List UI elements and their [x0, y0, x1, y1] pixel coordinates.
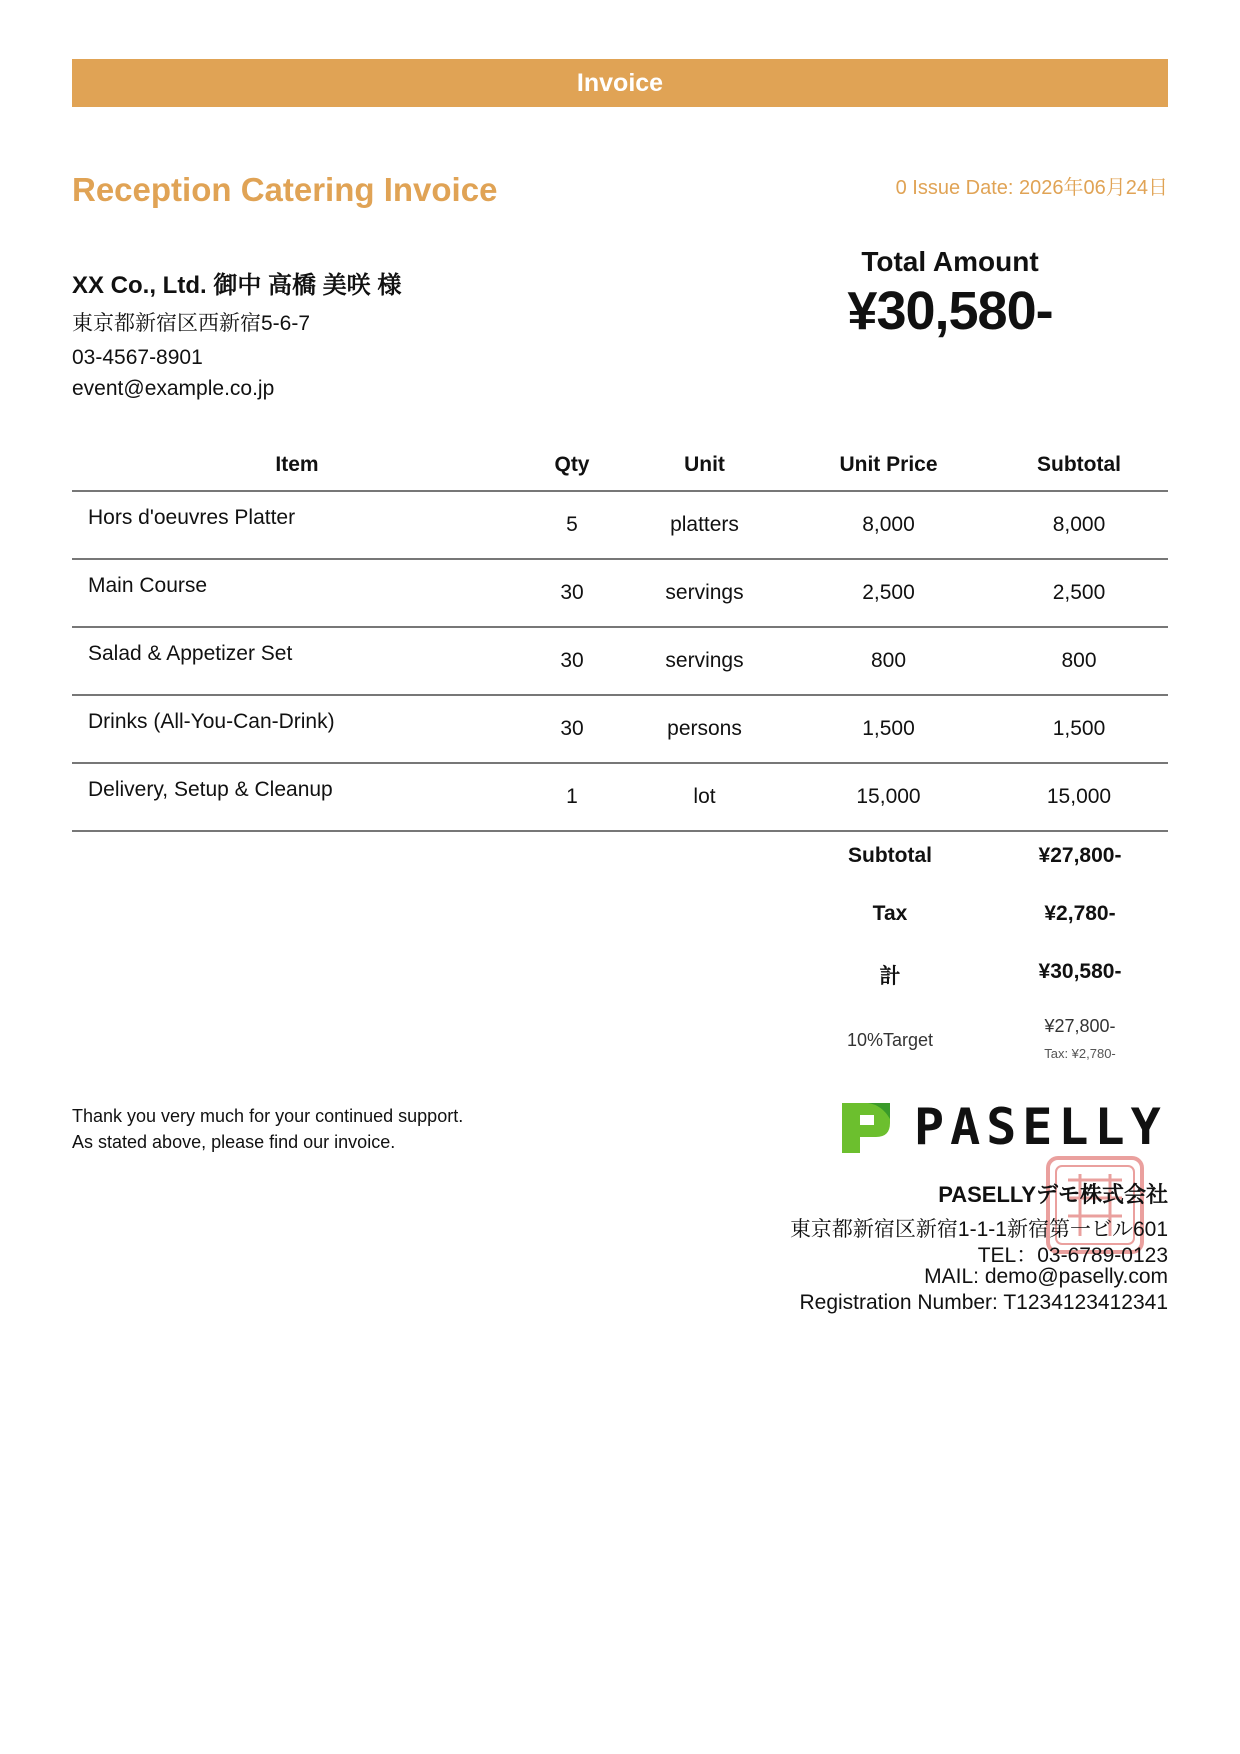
cell-unit: persons — [622, 695, 787, 763]
table-row — [72, 491, 1168, 559]
total-amount-value: ¥30,580- — [847, 281, 1053, 341]
cell-unit: servings — [622, 559, 787, 627]
cell-qty: 1 — [522, 763, 622, 831]
summary-total-label: 計 — [879, 965, 901, 988]
leaf-logo-icon — [838, 1097, 894, 1157]
cell-unit-price: 15,000 — [787, 763, 990, 831]
issuer-mail: MAIL: demo@paselly.com — [924, 1265, 1168, 1288]
client-phone: 03-4567-8901 — [72, 346, 203, 369]
cell-unit: platters — [622, 491, 787, 559]
summary-subtotal-value: ¥27,800- — [1038, 844, 1122, 867]
cell-item: Drinks (All-You-Can-Drink) — [72, 695, 522, 763]
header-unit-price: Unit Price — [787, 440, 990, 491]
cell-item: Delivery, Setup & Cleanup — [72, 763, 522, 831]
total-amount-label: Total Amount — [861, 246, 1039, 277]
thank-you-line-2: As stated above, please find our invoice. — [72, 1132, 396, 1152]
header-subtotal: Subtotal — [990, 440, 1168, 491]
tax-target-label: 10%Target — [846, 1030, 934, 1050]
cell-qty: 5 — [522, 491, 622, 559]
tax-target-tax: Tax: ¥2,780- — [1044, 1046, 1116, 1061]
table-row — [72, 695, 1168, 763]
cell-qty: 30 — [522, 627, 622, 695]
issue-date: 0 Issue Date: 2026年06月24日 — [895, 177, 1168, 199]
cell-unit-price: 800 — [787, 627, 990, 695]
invoice-banner: Invoice — [72, 59, 1168, 107]
cell-subtotal: 1,500 — [990, 695, 1168, 763]
client-email: event@example.co.jp — [72, 377, 275, 400]
tax-target-amount: ¥27,800- — [1044, 1016, 1116, 1036]
table-row — [72, 559, 1168, 627]
cell-unit-price: 2,500 — [787, 559, 990, 627]
items-table — [72, 440, 1168, 832]
summary-subtotal-row — [790, 844, 1190, 868]
cell-qty: 30 — [522, 559, 622, 627]
cell-subtotal: 2,500 — [990, 559, 1168, 627]
client-name: XX Co., Ltd. 御中 高橋 美咲 様 — [72, 272, 402, 299]
table-row — [72, 627, 1168, 695]
header-unit: Unit — [622, 440, 787, 491]
cell-item: Main Course — [72, 559, 522, 627]
table-row — [72, 763, 1168, 831]
summary-subtotal-label: Subtotal — [848, 844, 932, 867]
cell-unit: servings — [622, 627, 787, 695]
thank-you-line-1: Thank you very much for your continued support. — [72, 1106, 464, 1126]
cell-subtotal: 800 — [990, 627, 1168, 695]
summary-total-value: ¥30,580- — [1038, 960, 1122, 983]
cell-qty: 30 — [522, 695, 622, 763]
cell-unit: lot — [622, 763, 787, 831]
cell-unit-price: 1,500 — [787, 695, 990, 763]
cell-item: Salad & Appetizer Set — [72, 627, 522, 695]
summary-tax-value: ¥2,780- — [1044, 902, 1116, 925]
summary-total-row — [790, 960, 1190, 990]
header-item: Item — [72, 440, 522, 491]
thank-you-message — [72, 1103, 463, 1155]
header-qty: Qty — [522, 440, 622, 491]
issuer-tel: TEL：03-6789-0123 — [977, 1244, 1168, 1267]
cell-subtotal: 8,000 — [990, 491, 1168, 559]
issuer-registration-number: Registration Number: T1234123412341 — [799, 1291, 1168, 1314]
issuer-address: 東京都新宿区新宿1-1-1新宿第一ビル601 — [789, 1218, 1168, 1241]
summary-tax-label: Tax — [872, 902, 908, 925]
issuer-company-name: PASELLYデモ株式会社 — [938, 1182, 1168, 1207]
cell-subtotal: 15,000 — [990, 763, 1168, 831]
company-logo — [838, 1096, 1168, 1158]
logo-wordmark: PASELLY — [914, 1098, 1167, 1156]
cell-item: Hors d'oeuvres Platter — [72, 491, 522, 559]
document-title: Reception Catering Invoice — [72, 171, 498, 208]
client-address: 東京都新宿区西新宿5-6-7 — [72, 312, 311, 335]
total-amount-block — [800, 246, 1100, 342]
cell-unit-price: 8,000 — [787, 491, 990, 559]
table-header-row — [72, 440, 1168, 491]
summary-tax-row — [790, 902, 1190, 926]
